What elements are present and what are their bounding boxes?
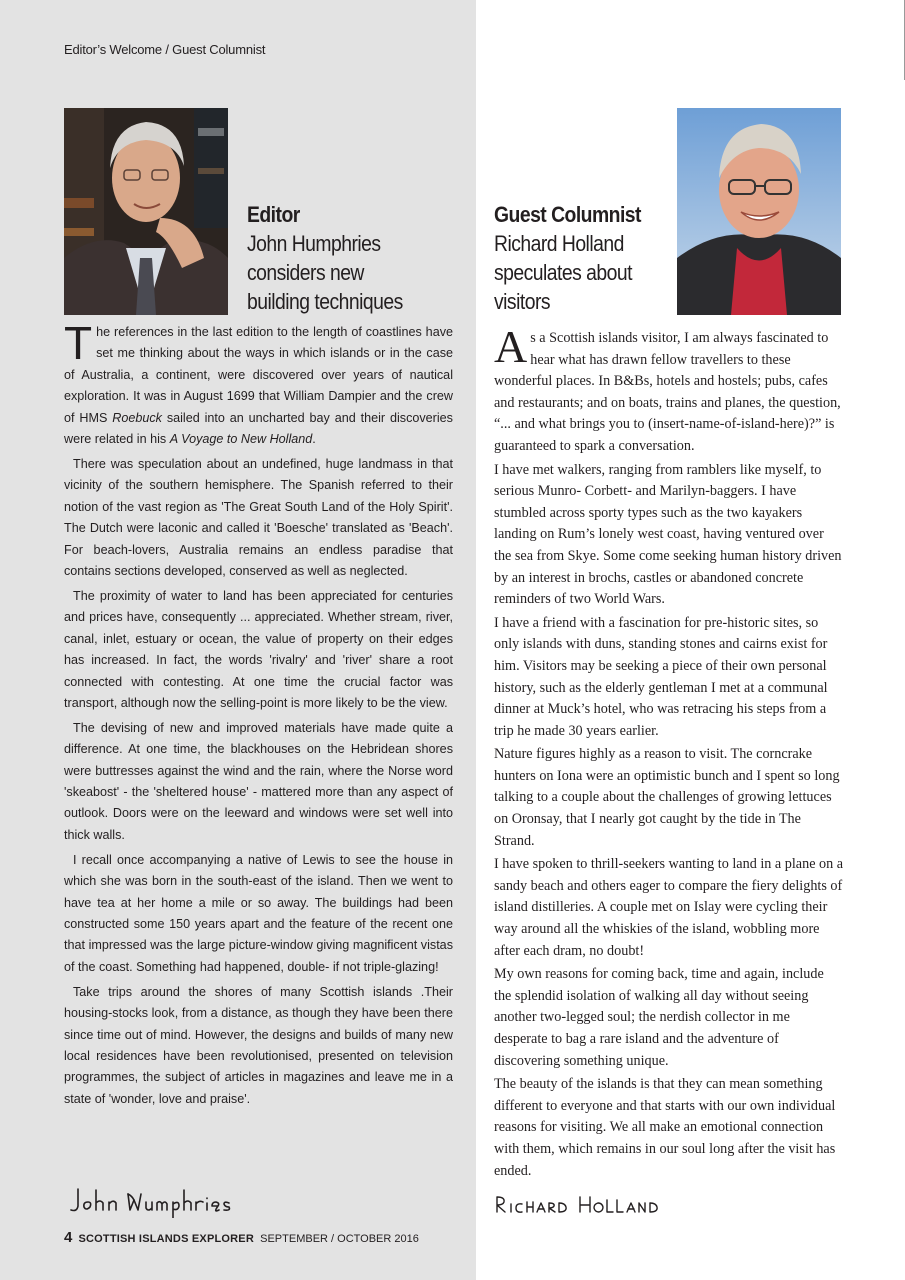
columnist-handwritten-signature <box>494 1194 664 1221</box>
editor-role-label: Editor <box>247 202 300 227</box>
ship-name: Roebuck <box>112 410 162 425</box>
editor-paragraph-text: sailed into an uncharted bay and their discoveries were related in his <box>64 410 453 447</box>
columnist-article <box>494 321 844 1184</box>
page-number: 4 <box>64 1229 73 1246</box>
columnist-heading <box>494 200 670 316</box>
columnist-paragraph-text: s a Scottish islands visitor, I am always fascinated to hear what has drawn fellow travellers to these wonderful places. In B&Bs, hotels and hostels; pubs, cafes and restaurants; and on boats, trains and planes, the question, “... and what brings you to (insert-name-of-island-here)?” is guaranteed to spark a conversation. <box>494 330 841 454</box>
columnist-role-label: Guest Columnist <box>494 202 641 227</box>
columnist-paragraph: I have a friend with a fascination for pre-historic sites, so only islands with duns, standing stones and cairns exist for him. Visitors may be seeking a piece of their own personal history, such as the elderly gentleman I met at a communal dinner at Muck’s hotel, who was retracing his steps from a trip he made 30 years earlier. <box>494 614 828 739</box>
editor-paragraph: The proximity of water to land has been appreciated for centuries and prices have, consequently ... appreciated. Whether stream, river, canal, inlet, estuary or ocean, the value of property on their edges has increased. In fact, the words 'rivalry' and 'river' share a root connected with contesting. At one time the crucial factor was transport, although now the selling-point is more likely to be the view. <box>64 588 453 710</box>
editor-paragraph: Take trips around the shores of many Scottish islands .Their housing-stocks look, from a distance, as though they have been there since time out of mind. However, the designs and builds of many new local residences have been revolutionised, presented on television programmes, the subject of articles in magazines and leave me in a state of 'wonder, love and praise'. <box>64 984 453 1106</box>
editor-headline: John Humphries considers new building techniques <box>247 231 403 314</box>
columnist-paragraph: The beauty of the islands is that they can mean something different to everyone and that starts with our own individual reasons for visiting. We all make an emotional connection with them, which remains in our soul long after the visit has ended. <box>494 1076 836 1179</box>
editor-handwritten-signature <box>66 1186 241 1223</box>
magazine-name: SCOTTISH ISLANDS EXPLORER <box>78 1233 254 1245</box>
columnist-paragraph: I have met walkers, ranging from ramblers like myself, to serious Munro- Corbett- and Marilyn-baggers. I have stumbled across sporty types such as the two kayakers landing on Rum’s lonely west coast, having ventured over the sea from Skye. Some come seeking human history driven by an interest in brochs, castles or abandoned concrete reminders of two World Wars. <box>494 461 842 608</box>
columnist-paragraph: I have spoken to thrill-seekers wanting to land in a plane on a sandy beach and others eager to compare the fiery delights of island distilleries. A couple met on Islay were cycling their way around all the whiskies of the island, wobbling more after each dram, no doubt! <box>494 856 844 959</box>
editor-dropcap: T <box>64 317 93 369</box>
editor-portrait-photo <box>64 108 228 315</box>
columnist-headline: Richard Holland speculates about visitors <box>494 231 632 314</box>
editor-paragraph <box>64 317 453 450</box>
editor-paragraph: There was speculation about an undefined, huge landmass in that vicinity of the southern hemisphere. The Spanish referred to their notion of the vast region as 'The Great South Land of the Holy Spirit'. The Dutch were laconic and called it 'Boesche' translated as 'Beach'. For beach-lovers, Australia remains an endless paradise that contains sections developed, conserved as well as neglected. <box>64 456 453 578</box>
editor-paragraph-text: . <box>312 432 316 447</box>
columnist-portrait-photo <box>677 108 841 315</box>
columnist-paragraph <box>494 321 844 458</box>
editor-article <box>64 317 453 1114</box>
columnist-paragraph: Nature figures highly as a reason to visit. The corncrake hunters on Iona were an optimistic bunch and I spent so long talking to a couple about the challenges of growing lettuces on Oronsay, that I nearly got caught by the tide in The Strand. <box>494 746 840 849</box>
editor-paragraph-text: he references in the last edition to the length of coastlines have set me thinking about the ways in which islands or in the case of Australia, a continent, were discovered over years of nautical exploration. It was in August 1699 that William Dampier and the crew of HMS <box>64 325 453 425</box>
issue-date: SEPTEMBER / OCTOBER 2016 <box>260 1233 419 1245</box>
editor-paragraph: I recall once accompanying a native of Lewis to see the house in which she was born in the south-east of the island. Then we went to have tea at her home a mile or so away. The buildings had been constructed some 150 years apart and the feature of the recent one that impressed was the large picture-window giving magnificent vistas of the coast. Something had happened, double- if not triple-glazing! <box>64 852 453 974</box>
editor-heading <box>247 200 441 316</box>
page-footer <box>64 1229 419 1246</box>
editor-paragraph: The devising of new and improved materials have made quite a difference. At one time, the blackhouses on the Hebridean shores were buttresses against the wind and the rain, where the Norse word 'skeabost' - the 'sheltered house' - mattered more than any aspect of outlook. Doors were on the leeward and windows were set well into thick walls. <box>64 720 453 842</box>
section-label: Editor’s Welcome / Guest Columnist <box>64 42 266 57</box>
columnist-dropcap: A <box>494 321 528 372</box>
book-title: A Voyage to New Holland <box>169 432 313 447</box>
columnist-paragraph: My own reasons for coming back, time and again, include the splendid isolation of walking all day without seeing another two-legged soul; the nerdish collector in me desperate to bag a rare island and the adventure of discovering something unique. <box>494 966 824 1069</box>
